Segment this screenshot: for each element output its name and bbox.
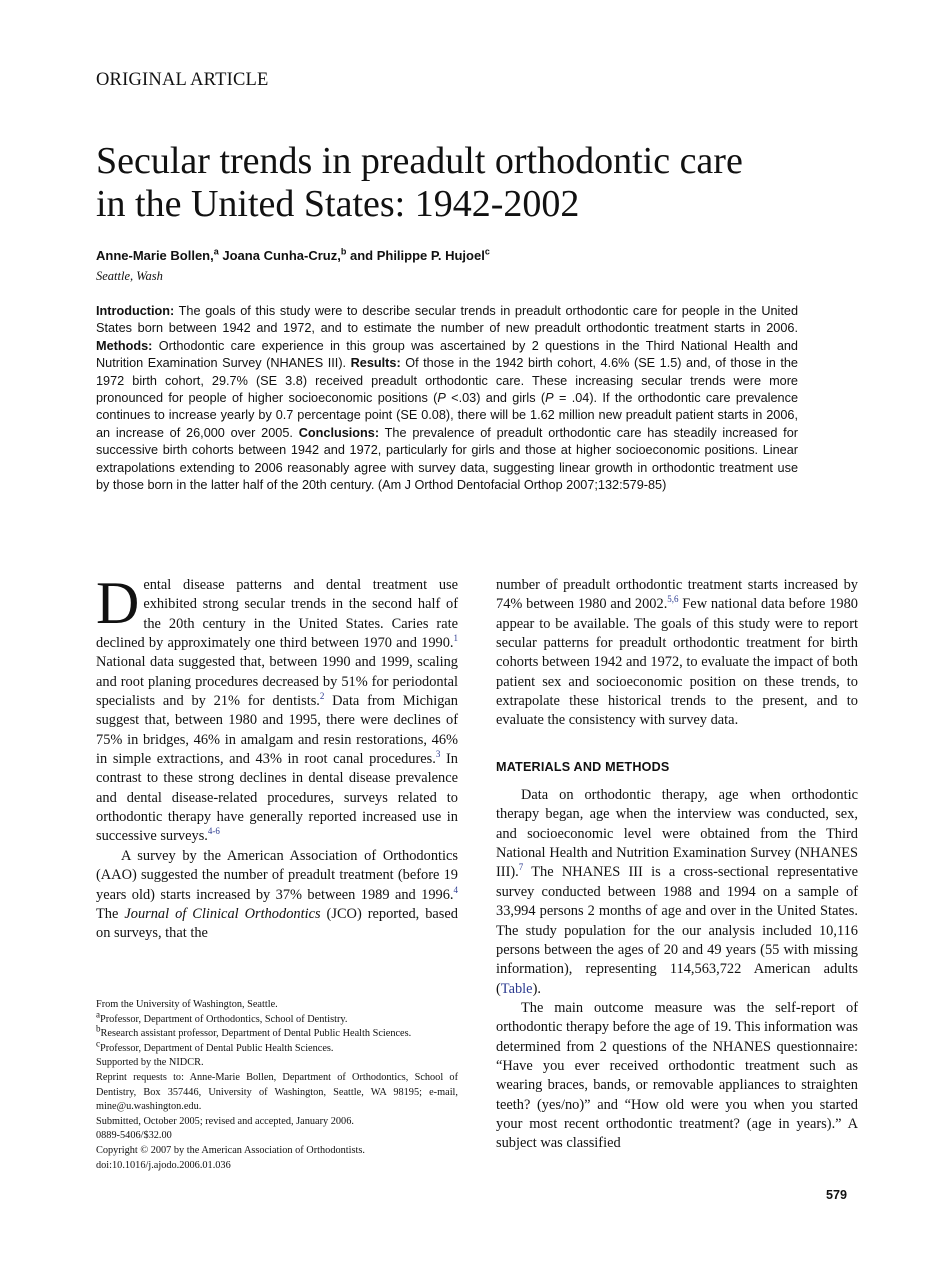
abstract-conclusions-label: Conclusions: [298,425,380,440]
title-line-1: Secular trends in preadult orthodontic care [96,140,743,182]
paragraph-text: Few national data before 1980 appear to be available. The goals of this study were to report secular patterns for preadult orthodontic treatment for birth cohorts between 1942 and 1972, to evaluate the impact of both patient sex and socioeconomic position on these trends, to extrapolate these historical trends to the present, and to evaluate the consistency with survey data. [496,596,858,729]
citation-link[interactable]: 4-6 [207,826,220,837]
footnote-copyright: Copyright © 2007 by the American Association of Orthodontists. [96,1144,365,1156]
page-number: 579 [826,1188,848,1202]
footnote-author-c [96,1038,458,1057]
body-paragraph [96,847,458,944]
paragraph-text: number of preadult orthodontic treatment starts increased by 74% between 1980 and 2002. [496,577,858,613]
abstract-conclusions-text: The prevalence of preadult orthodontic care has steadily increased for successive birth cohorts between 1942 and 1972, particularly for girls and those at higher socioeconomic positions. Linear extrapolations extending to 2006 reasonably agree with survey data, suggesting linear growth in orthodontic treatment use by those born in the latter half of the 20th century. (Am J Orthod Dentofacial Orthop 2007;132:579-85) [96,425,798,493]
footnote-author-a [96,1009,458,1028]
body-column-left [96,570,458,944]
author-affil-marker: c [484,246,490,257]
footnote-reprint: Reprint requests to: Anne-Marie Bollen, Department of Orthodontics, School of Dentistry, Box 357446, University of Washington, Seattle, WA 98195; e-mail, mine@u.washington.edu. [96,1071,458,1113]
author-name: Anne-Marie Bollen, [96,248,214,263]
footnote-text: Professor, Department of Dental Public Health Sciences. [100,1042,334,1054]
abstract [96,303,798,494]
footnote-text: Professor, Department of Orthodontics, School of Dentistry. [100,1013,348,1025]
author-affil-marker: b [340,246,347,257]
journal-name: Journal of Clinical Orthodontics [124,905,321,922]
body-paragraph [96,570,458,847]
footnote-marker: c [96,1038,100,1049]
abstract-intro-label: Introduction: [96,304,175,318]
paragraph-text: Data from Michigan suggest that, between 1980 and 1995, there were declines of 75% in bridges, 46% in amalgam and resin restorations, 46% in simple extractions, and 43% in root canal procedures. [96,693,458,768]
section-label: ORIGINAL ARTICLE [96,70,269,90]
footnote-submitted: Submitted, October 2005; revised and accepted, January 2006. [96,1115,354,1127]
abstract-results-text: Of those in the 1942 birth cohort, 4.6% (SE 1.5) and, of those in the 1972 birth cohort, 29.7% (SE 3.8) received preadult orthodontic care. These increasing secular trends were more pronounced for people of higher socioeconomic positions ( [96,356,798,406]
citation-link[interactable]: 4 [453,884,458,895]
abstract-intro-text: The goals of this study were to describe secular trends in preadult orthodontic care for people in the United States born between 1942 and 1972, and to estimate the number of new preadult orthodontic treatment starts in 2006. [96,304,798,336]
author-list [96,248,490,263]
body-paragraph [496,786,858,999]
footnote-doi: doi:10.1016/j.ajodo.2006.01.036 [96,1159,231,1171]
drop-cap: D [96,570,140,636]
paragraph-text: National data suggested that, between 1990 and 1999, scaling and root planing procedures decreased by 51% for periodontal specialists and by 21% for dentists. [96,654,458,710]
citation-link[interactable]: 3 [435,749,441,760]
paragraph-text: The [96,905,125,922]
paragraph-text: The main outcome measure was the self-report of orthodontic therapy before the age of 19. This information was determined from 2 questions of the NHANES questionnaire: “Have you ever received orthodontic treatment such as wearing braces, bands, or removable appliances to straighten teeth? (yes/no)” and “How old were you when you started your most recent orthodontic treatment? (age in years).” A subject was classified [496,999,858,1152]
footnote-marker: b [96,1023,101,1034]
title-line-2: in the United States: 1942-2002 [96,183,580,225]
paragraph-text: In contrast to these strong declines in dental disease prevalence and dental disease-related procedures, surveys related to orthodontic therapy have generally reported increased use in successive surveys. [96,751,458,845]
footnote-issn: 0889-5406/$32.00 [96,1130,172,1142]
abstract-results-label: Results: [350,356,401,371]
author-name: Joana Cunha-Cruz, [222,248,341,263]
paragraph-text: A survey by the American Association of Orthodontics (AAO) suggested the number of preadult treatment (before 19 years old) starts increased by 37% between 1989 and 1996. [96,847,458,903]
paragraph-text: ental disease patterns and dental treatment use exhibited strong secular trends in the second half of the 20th century in the United States. Caries rate declined by approximately one third between 1970 and 1990. [96,577,458,652]
author-name: and Philippe P. Hujoel [349,248,485,263]
article-title [96,140,856,226]
footnote-support: Supported by the NIDCR. [96,1057,204,1069]
p-value-symbol: P [437,391,446,406]
author-location: Seattle, Wash [96,269,163,283]
footnote-text: Research assistant professor, Department of Dental Public Health Sciences. [100,1028,412,1040]
table-link[interactable]: Table [500,980,533,997]
abstract-methods-label: Methods: [96,338,153,353]
footnotes [96,998,458,1173]
section-heading: MATERIALS AND METHODS [496,759,670,774]
footnote-marker: a [96,1009,100,1020]
paragraph-text: The NHANES III is a cross-sectional representative survey conducted between 1988 and 1994 on a sample of 33,994 persons 2 months of age and over in the United States. The study population for the our analysis included 10,116 persons between the ages of 20 and 49 years (55 with missing information), representing 114,563,722 American adults ( [496,864,858,997]
citation-link[interactable]: 2 [319,691,325,702]
body-column-right [496,576,858,1154]
paragraph-text: (JCO) reported, based on surveys, that the [96,905,458,942]
abstract-results-text: = .04). If the orthodontic care prevalence continues to increase yearly by 0.7 percentage point (SE 0.08), there will be 1.62 million new preadult patient starts in 2006, an increase of 26,000 over 2005. [96,391,798,440]
citation-link[interactable]: 5,6 [667,594,679,605]
abstract-results-text: <.03) and girls ( [445,391,546,406]
author-affil-marker: a [213,246,219,257]
abstract-methods-text: Orthodontic care experience in this group was ascertained by 2 questions in the Third National Health and Nutrition Examination Survey (NHANES III). [96,338,798,371]
paragraph-text: Data on orthodontic therapy, age when orthodontic therapy began, age when the interview was conducted, sex, and socioeconomic level were obtained from the Third National Health and Nutrition Examination Survey (NHANES III). [496,787,858,881]
body-paragraph [496,999,858,1154]
body-paragraph [496,576,858,731]
citation-link[interactable]: 1 [453,633,458,644]
p-value-symbol: P [545,391,554,406]
footnote-author-b [96,1023,458,1042]
footnote-affiliation: From the University of Washington, Seattle. [96,999,278,1010]
paragraph-text: ). [532,980,541,997]
citation-link[interactable]: 7 [518,862,524,873]
